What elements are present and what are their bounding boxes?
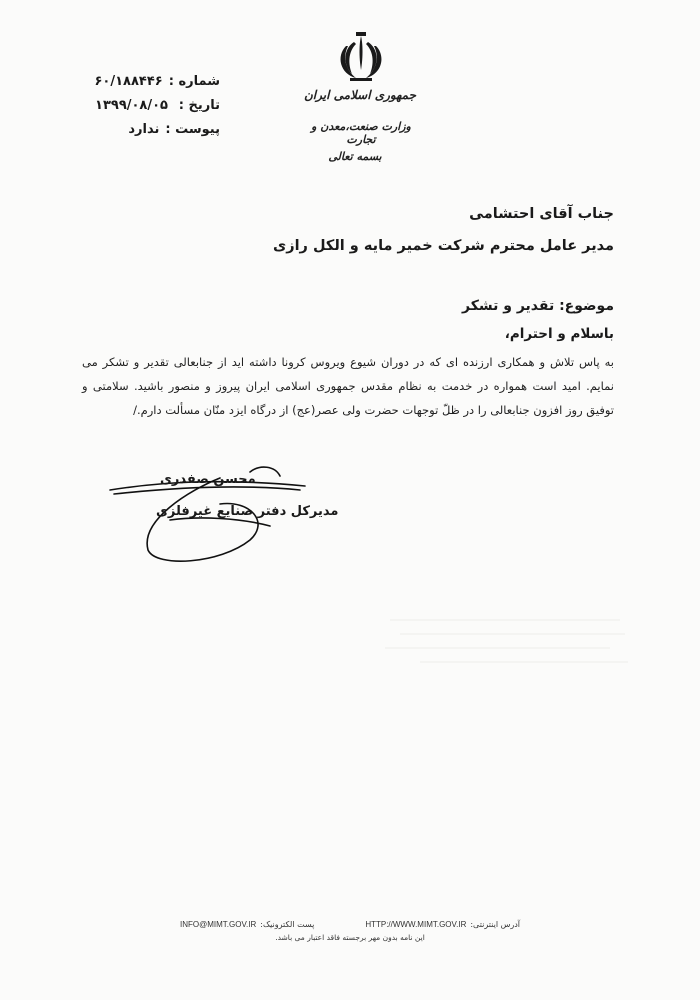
footer-contact-row xyxy=(180,920,520,929)
subject-line: موضوع: تقدیر و تشکر xyxy=(462,298,614,314)
signatory-name: محسن صفدری xyxy=(160,472,256,487)
date-value: ۱۳۹۹/۰۸/۰۵ xyxy=(95,98,168,113)
email-label: پست الکترونیک: xyxy=(260,920,315,929)
number-label: شماره : xyxy=(168,74,220,89)
greeting-line: باسلام و احترام، xyxy=(504,326,614,342)
paper-bleed-through-icon xyxy=(380,612,630,672)
iran-emblem-icon xyxy=(336,32,386,84)
meta-attachment-row xyxy=(60,118,220,142)
meta-date-row xyxy=(60,94,220,118)
footer-website xyxy=(365,920,520,929)
email-value[interactable]: INFO@MIMT.GOV.IR xyxy=(180,920,257,929)
attachment-value: ندارد xyxy=(128,122,160,137)
validity-note: این نامه بدون مهر برجسته فاقد اعتبار می باشد. xyxy=(275,933,425,942)
recipient-name: جناب آقای احتشامی xyxy=(469,206,614,222)
signatory-title: مدیرکل دفتر صنایع غیرفلزی xyxy=(156,504,339,519)
recipient-title: مدیر عامل محترم شرکت خمیر مایه و الکل رازی xyxy=(272,238,614,254)
attachment-label: پیوست : xyxy=(165,122,220,137)
letter-footer xyxy=(180,920,520,942)
website-value[interactable]: HTTP://WWW.MIMT.GOV.IR xyxy=(365,920,467,929)
invocation-line: بسمه تعالی xyxy=(328,150,382,163)
number-value: ۶۰/۱۸۸۴۴۶ xyxy=(94,74,163,89)
ministry-line: وزارت صنعت،معدن و تجارت xyxy=(311,120,411,146)
letter-meta xyxy=(60,70,220,142)
website-label: آدرس اینترنتی: xyxy=(470,920,520,929)
country-line: جمهوری اسلامی ایران xyxy=(303,88,417,102)
letter-body: به پاس تلاش و همکاری ارزنده ای که در دوران شیوع ویروس کرونا داشته اید از جنابعالی تقدیر و تشکر می نمایم. امید است همواره در خدمت به نظام مقدس جمهوری اسلامی ایران پیروز و منصور باشید. سلامتی و توفیق روز افزون جنابعالی را در ظلّ توجهات حضرت ولی عصر(عج) از درگاه ایزد منّان مسألت دارم./ xyxy=(82,355,614,417)
meta-number-row xyxy=(60,70,220,94)
recipient-block xyxy=(194,198,614,262)
date-label: تاریخ : xyxy=(178,98,220,113)
footer-email xyxy=(180,920,314,929)
